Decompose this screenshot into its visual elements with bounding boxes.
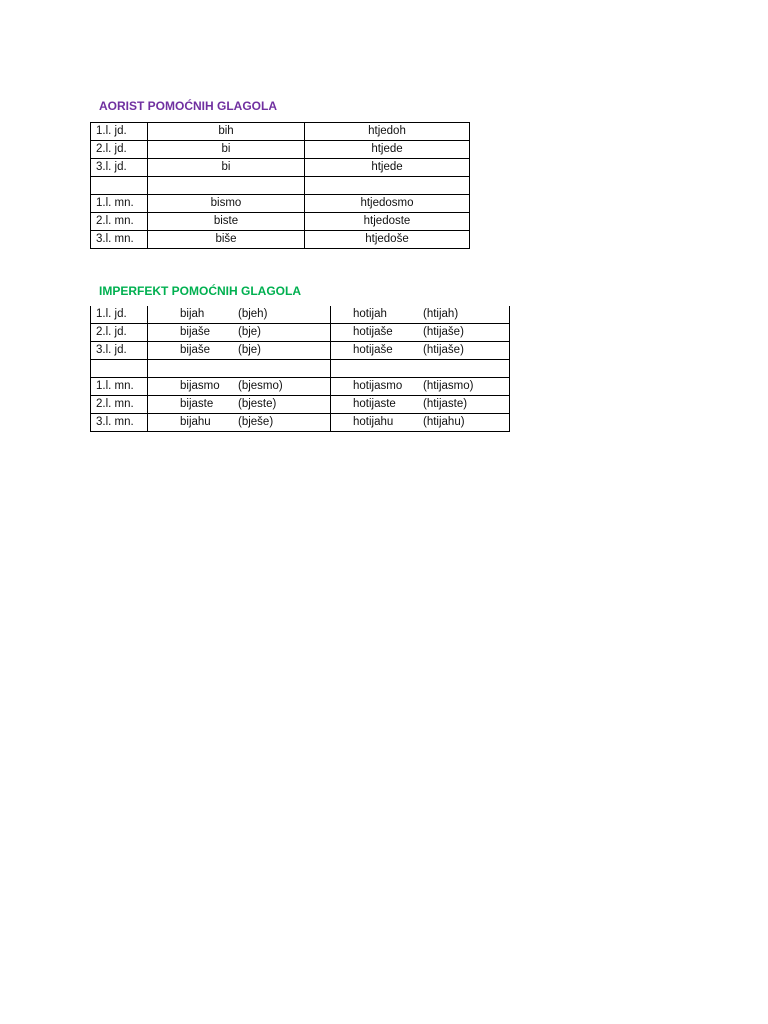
table-row: [91, 213, 470, 231]
biti-form-cell: bi: [148, 159, 305, 177]
biti-form: bijahu: [180, 416, 211, 428]
biti-form-cell: [148, 177, 305, 195]
table-row-empty: [91, 177, 470, 195]
aorist-heading: AORIST POMOĆNIH GLAGOLA: [99, 99, 277, 113]
person-cell: 1.l. mn.: [91, 195, 148, 213]
biti-form-cell: [148, 342, 331, 360]
biti-form: bijaše: [180, 344, 211, 356]
biti-form-cell: [148, 324, 331, 342]
biti-short-form: (bjeh): [238, 308, 268, 320]
person-cell: 3.l. mn.: [91, 414, 148, 432]
htjeti-short-form: (htijah): [423, 308, 459, 320]
htjeti-form-cell: [331, 378, 510, 396]
biti-form-cell: [148, 414, 331, 432]
person-cell: [91, 360, 148, 378]
biti-form: bijasmo: [180, 380, 220, 392]
htjeti-form-cell: htjede: [305, 141, 470, 159]
htjeti-form-cell: htjedoste: [305, 213, 470, 231]
htjeti-form-cell: [331, 414, 510, 432]
table-row: [91, 141, 470, 159]
biti-form: bijaste: [180, 398, 214, 410]
person-cell: 3.l. jd.: [91, 159, 148, 177]
person-cell: 2.l. mn.: [91, 213, 148, 231]
table-row: [91, 159, 470, 177]
htjeti-form-cell: htjedoše: [305, 231, 470, 249]
table-row: [91, 396, 510, 414]
htjeti-form-cell: [331, 396, 510, 414]
person-cell: 1.l. jd.: [91, 123, 148, 141]
table-row: [91, 195, 470, 213]
htjeti-form: hotijahu: [353, 416, 394, 428]
biti-form-cell: bih: [148, 123, 305, 141]
table-row: [91, 414, 510, 432]
htjeti-form-cell: [331, 342, 510, 360]
biti-form-cell: biste: [148, 213, 305, 231]
person-cell: 1.l. jd.: [91, 306, 148, 324]
htjeti-short-form: (htijaše): [423, 344, 464, 356]
biti-short-form: (bje): [238, 326, 262, 338]
person-cell: [91, 177, 148, 195]
imperfekt-heading: IMPERFEKT POMOĆNIH GLAGOLA: [99, 284, 301, 298]
table-row: [91, 324, 510, 342]
biti-short-form: (bjesmo): [238, 380, 283, 392]
biti-form-cell: biše: [148, 231, 305, 249]
htjeti-form: hotijaše: [353, 344, 393, 356]
htjeti-form-cell: htjede: [305, 159, 470, 177]
table-row: [91, 342, 510, 360]
table-row-empty: [91, 360, 510, 378]
biti-form-cell: [148, 378, 331, 396]
htjeti-form: hotijah: [353, 308, 387, 320]
htjeti-short-form: (htijahu): [423, 416, 465, 428]
aorist-table: [90, 122, 470, 249]
table-row: [91, 378, 510, 396]
biti-short-form: (bješe): [238, 416, 274, 428]
person-cell: 3.l. jd.: [91, 342, 148, 360]
table-row: [91, 231, 470, 249]
person-cell: 3.l. mn.: [91, 231, 148, 249]
htjeti-form-cell: htjedoh: [305, 123, 470, 141]
htjeti-short-form: (htijaste): [423, 398, 468, 410]
htjeti-short-form: (htijasmo): [423, 380, 474, 392]
biti-form-cell: [148, 396, 331, 414]
biti-form-cell: [148, 360, 331, 378]
htjeti-form-cell: htjedosmo: [305, 195, 470, 213]
biti-short-form: (bje): [238, 344, 262, 356]
person-cell: 1.l. mn.: [91, 378, 148, 396]
biti-form-cell: bismo: [148, 195, 305, 213]
person-cell: 2.l. jd.: [91, 324, 148, 342]
biti-form-cell: [148, 306, 331, 324]
imperfekt-table: [90, 306, 510, 432]
biti-form: bijah: [180, 308, 205, 320]
htjeti-form: hotijaše: [353, 326, 393, 338]
biti-short-form: (bjeste): [238, 398, 277, 410]
htjeti-form: hotijaste: [353, 398, 396, 410]
person-cell: 2.l. jd.: [91, 141, 148, 159]
htjeti-form-cell: [331, 306, 510, 324]
htjeti-form-cell: [331, 360, 510, 378]
biti-form: bijaše: [180, 326, 211, 338]
htjeti-short-form: (htijaše): [423, 326, 464, 338]
biti-form-cell: bi: [148, 141, 305, 159]
table-row: [91, 123, 470, 141]
table-row: [91, 306, 510, 324]
htjeti-form-cell: [305, 177, 470, 195]
htjeti-form: hotijasmo: [353, 380, 403, 392]
person-cell: 2.l. mn.: [91, 396, 148, 414]
htjeti-form-cell: [331, 324, 510, 342]
